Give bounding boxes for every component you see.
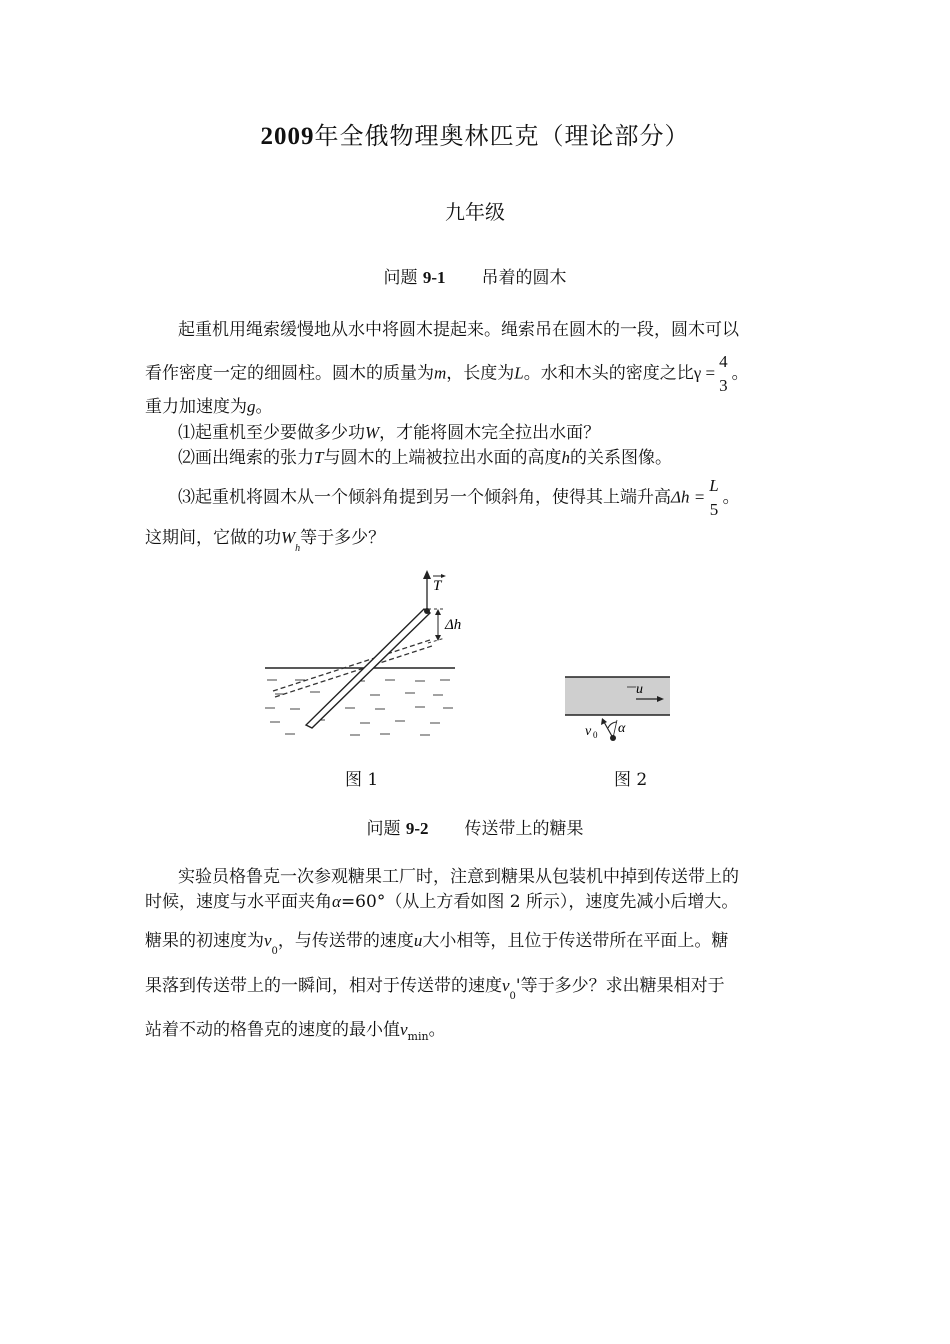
problem-name: 吊着的圆木 (481, 268, 567, 288)
question-3: ⑶起重机将圆木从一个倾斜角提到另一个倾斜角，使得其上端升高Δh = L 5 。 (178, 474, 848, 522)
page-title (0, 116, 950, 151)
p2-line-4: 果落到传送带上的一瞬间，相对于传送带的速度$v_0'$等于多少？求出糖果相对于 (145, 976, 725, 1002)
problem-1-title (0, 263, 950, 288)
p2-line-1: 实验员格鲁克一次参观糖果工厂时，注意到糖果从包装机中掉到传送带上的 (178, 867, 739, 887)
var-m: m (434, 363, 447, 383)
p2-line-2: 时候，速度与水平面夹角α=60°（从上方看如图 2 所示），速度先减小后增大。 (145, 892, 739, 912)
label-v0: v (585, 724, 592, 739)
figure-2-caption: 图 2 (614, 770, 648, 790)
svg-text:0: 0 (593, 730, 598, 740)
p1-line-3: 重力加速度为g。 (145, 397, 273, 417)
figure-1 (255, 568, 470, 743)
fraction-L-5: L 5 (709, 476, 719, 519)
label-u: u (636, 682, 643, 697)
p1-line-2: 看作密度一定的细圆柱。圆木的质量为m，长度为L。水和木头的密度之比γ = 4 3 。 (145, 350, 815, 398)
label-T: T (433, 578, 442, 594)
p2-line-5: 站着不动的格鲁克的速度的最小值$v_{min}$。 (145, 1020, 446, 1043)
water-dashes (265, 680, 453, 735)
p2-line-3: 糖果的初速度为$v_0$，与传送带的速度u大小相等，且位于传送带所在平面上。糖 (145, 931, 729, 957)
label-alpha: α (618, 721, 626, 736)
problem-label: 问题 (383, 268, 418, 288)
problem-2-title: 问题 9-2 传送带上的糖果 (366, 819, 584, 839)
gamma-eq: γ = (693, 363, 716, 383)
delta-h-eq: Δh = (671, 487, 706, 507)
figure-1-caption: 图 1 (345, 770, 379, 790)
label-delta-h: Δh (445, 617, 462, 633)
question-1: ⑴起重机至少要做多少功W，才能将圆木完全拉出水面？ (178, 423, 601, 443)
p1-line-1: 起重机用绳索缓慢地从水中将圆木提起来。绳索吊在圆木的一段，圆木可以 (178, 320, 739, 340)
title-text: 年全俄物理奥林匹克（理论部分） (314, 122, 690, 150)
var-g: g (247, 397, 256, 416)
conveyor-belt (565, 677, 670, 715)
var-L: L (514, 363, 524, 383)
title-year: 2009 (260, 123, 315, 150)
figure-2 (560, 672, 675, 752)
fraction-4-3: 4 3 (719, 352, 728, 395)
problem-number: 9-1 (422, 268, 446, 287)
grade-heading: 九年级 (445, 200, 505, 224)
candy-velocity-arrow (604, 722, 613, 738)
question-3-cont: 这期间，它做的功$W_h$等于多少？ (145, 528, 386, 554)
question-2: ⑵画出绳索的张力T与圆木的上端被拉出水面的高度h的关系图像。 (178, 448, 672, 468)
